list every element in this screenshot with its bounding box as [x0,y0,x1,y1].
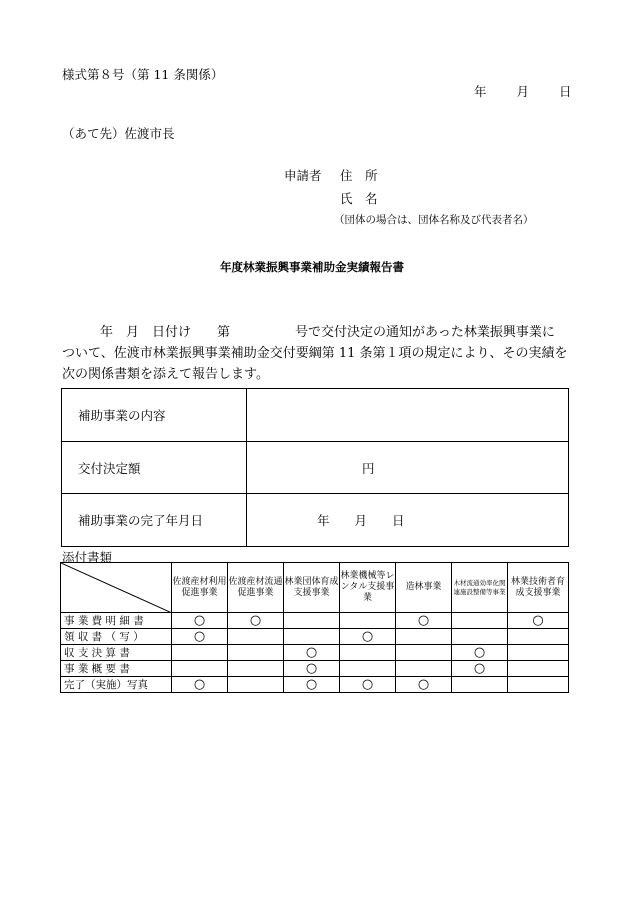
empty-cell [340,613,396,629]
date-year: 年 [474,84,487,99]
column-header: 佐渡産材流通促進事業 [228,563,284,613]
applicant-note: （団体の場合は、団体名称及び代表者名） [334,214,534,226]
column-header: 林業機械等レンタル支援事業 [340,563,396,613]
required-mark: ○ [340,677,396,693]
required-mark: ○ [172,677,228,693]
empty-cell [508,629,569,645]
info-row [62,389,569,442]
required-mark: ○ [172,629,228,645]
info-row [62,494,569,547]
empty-cell [340,661,396,677]
column-header: 林業技術者育成支援事業 [508,563,569,613]
info-table [61,388,569,547]
attachments-table [60,562,569,693]
info-label-completion: 補助事業の完了年月日 [62,494,247,547]
empty-cell [228,661,284,677]
body-line-3: 次の関係書類を添えて報告します。 [62,367,269,382]
attachment-label: 領 収 書 （ 写 ） [61,629,172,645]
report-body [62,322,572,385]
column-header: 林業団体育成支援事業 [284,563,340,613]
empty-cell [396,629,452,645]
attachment-label: 事 業 費 明 細 書 [61,613,172,629]
empty-cell [228,645,284,661]
required-mark: ○ [508,613,569,629]
addressee: （あて先）佐渡市長 [62,126,175,141]
address-label: 住 所 [340,168,378,183]
required-mark: ○ [452,645,508,661]
page-title: 年度林業振興事業補助金実績報告書 [220,260,404,274]
empty-cell [228,629,284,645]
empty-cell [284,629,340,645]
attachment-row [61,629,569,645]
empty-cell [508,661,569,677]
empty-cell [452,613,508,629]
attachment-label: 完了（実施）写真 [61,677,172,693]
attachments-title: 添付書類 [62,550,113,565]
info-value-amount[interactable] [247,442,569,494]
attachment-row [61,613,569,629]
empty-cell [340,645,396,661]
applicant-label: 申請者 [284,168,322,183]
empty-cell [396,661,452,677]
required-mark: ○ [172,613,228,629]
info-value-content[interactable] [247,389,569,442]
empty-cell [284,613,340,629]
report-date [474,82,572,100]
required-mark: ○ [284,661,340,677]
body-line-2: ついて、佐渡市林業振興事業補助金交付要綱第 11 条第１項の規定により、その実績を [62,346,568,361]
required-mark: ○ [452,661,508,677]
body-line-1: 年 月 日付け 第 号で交付決定の通知があった林業振興事業に [100,325,555,340]
empty-cell [228,677,284,693]
column-header: 木材流通効率化関連施設整備等事業 [452,563,508,613]
table-corner [61,563,172,613]
column-header: 佐渡産材利用促進事業 [172,563,228,613]
info-label-amount: 交付決定額 [62,442,247,494]
date-month: 月 [516,84,530,99]
empty-cell [452,677,508,693]
info-row [62,442,569,494]
date-day: 日 [559,84,572,99]
required-mark: ○ [284,677,340,693]
name-label: 氏 名 [340,191,378,206]
empty-cell [508,677,569,693]
attachment-row [61,661,569,677]
info-value-completion[interactable] [247,494,569,547]
empty-cell [452,629,508,645]
attachment-label: 収 支 決 算 書 [61,645,172,661]
empty-cell [508,645,569,661]
empty-cell [172,661,228,677]
form-number: 様式第８号（第 11 条関係） [62,67,224,82]
info-label-content: 補助事業の内容 [62,389,247,442]
required-mark: ○ [396,677,452,693]
required-mark: ○ [228,613,284,629]
attachment-label: 事 業 概 要 書 [61,661,172,677]
attachment-row [61,677,569,693]
attachment-row [61,645,569,661]
column-header: 造林事業 [396,563,452,613]
yen-unit: 円 [362,460,375,476]
required-mark: ○ [396,613,452,629]
empty-cell [172,645,228,661]
required-mark: ○ [284,645,340,661]
required-mark: ○ [340,629,396,645]
empty-cell [396,645,452,661]
completion-date: 年 月 日 [317,513,405,528]
